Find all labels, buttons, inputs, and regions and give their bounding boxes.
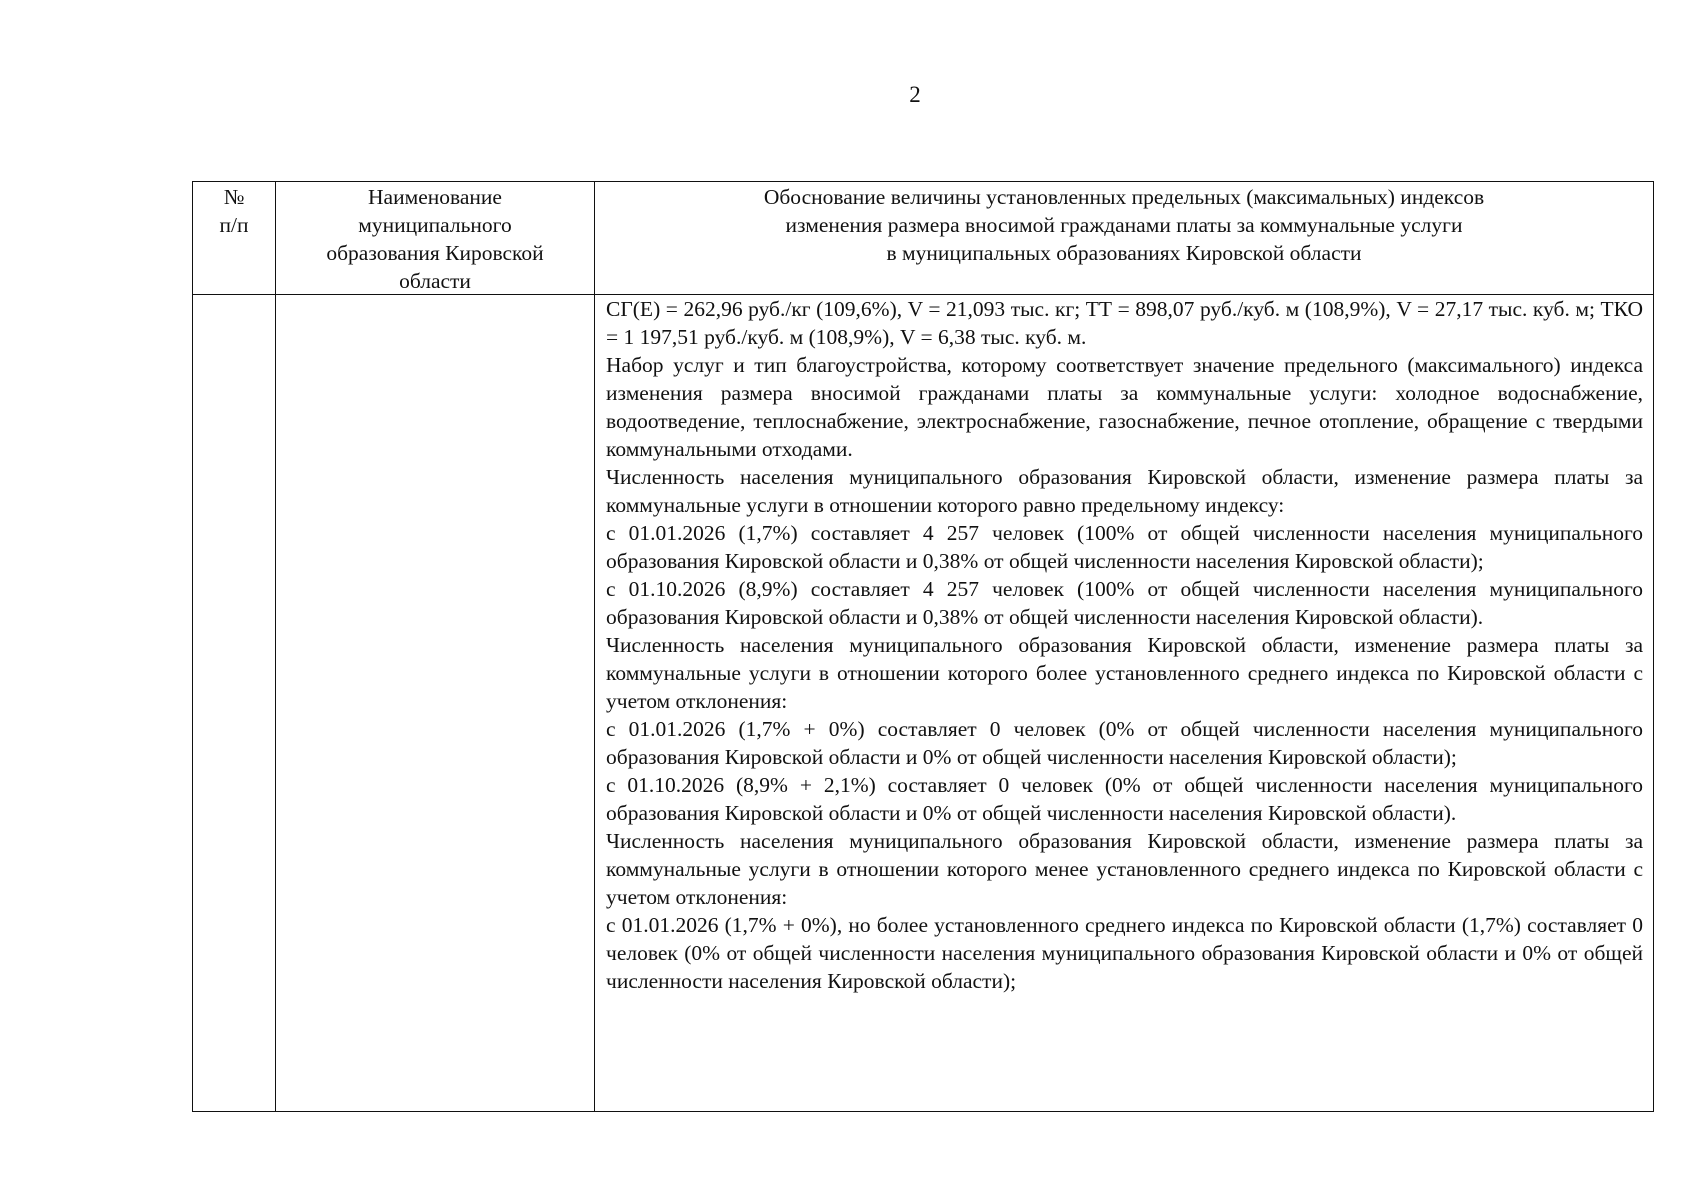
row-municipality-cell xyxy=(276,295,595,1112)
population-equal-heading: Численность населения муниципального образования Кировской области, изменение размера платы за коммунальные услуги в отношении которого равно предельному индексу: xyxy=(606,465,1643,517)
row-number-cell xyxy=(193,295,276,1112)
header-basis-line: в муниципальных образованиях Кировской области xyxy=(886,241,1362,265)
header-name-line: образования Кировской xyxy=(326,241,544,265)
header-basis-line: изменения размера вносимой гражданами платы за коммунальные услуги xyxy=(785,213,1463,237)
indices-table xyxy=(192,181,1654,1112)
header-name-line: Наименование xyxy=(368,185,502,209)
tariff-values-paragraph: СГ(Е) = 262,96 руб./кг (109,6%), V = 21,093 тыс. кг; ТТ = 898,07 руб./куб. м (108,9%), V = 27,17 тыс. куб. м; ТКО = 1 197,51 руб./куб. м (108,9%), V = 6,38 тыс. куб. м. xyxy=(606,297,1643,349)
population-equal-oct: с 01.10.2026 (8,9%) составляет 4 257 человек (100% от общей численности населения муниципального образования Кировской области и 0,38% от общей численности населения Кировской области). xyxy=(606,577,1643,629)
table-row xyxy=(193,295,1654,1112)
population-below-heading: Численность населения муниципального образования Кировской области, изменение размера платы за коммунальные услуги в отношении которого менее установленного среднего индекса по Кировской области с учетом отклонения: xyxy=(606,829,1643,909)
header-number xyxy=(193,182,276,295)
services-set-paragraph: Набор услуг и тип благоустройства, которому соответствует значение предельного (максимального) индекса изменения размера вносимой гражданами платы за коммунальные услуги: холодное водоснабжение, водоотведение, теплоснабжение, электроснабжение, газоснабжение, печное отопление, обращение с твердыми коммунальными отходами. xyxy=(606,353,1643,461)
header-name-line: муниципального xyxy=(358,213,512,237)
header-number-line: № xyxy=(223,185,245,209)
population-above-oct: с 01.10.2026 (8,9% + 2,1%) составляет 0 человек (0% от общей численности населения муниципального образования Кировской области и 0% от общей численности населения Кировской области). xyxy=(606,773,1643,825)
population-above-heading: Численность населения муниципального образования Кировской области, изменение размера платы за коммунальные услуги в отношении которого более установленного среднего индекса по Кировской области с учетом отклонения: xyxy=(606,633,1643,713)
page-number: 2 xyxy=(909,82,921,107)
population-above-jan: с 01.01.2026 (1,7% + 0%) составляет 0 человек (0% от общей численности населения муниципального образования Кировской области и 0% от общей численности населения Кировской области); xyxy=(606,717,1643,769)
header-name-line: области xyxy=(399,269,471,293)
header-basis xyxy=(595,182,1654,295)
population-below-jan: с 01.01.2026 (1,7% + 0%), но более установленного среднего индекса по Кировской области (1,7%) составляет 0 человек (0% от общей численности населения муниципального образования Кировской области и 0% от общей численности населения Кировской области); xyxy=(606,913,1643,993)
table-header-row xyxy=(193,182,1654,295)
header-number-line: п/п xyxy=(219,213,249,237)
header-municipality-name xyxy=(276,182,595,295)
population-equal-jan: с 01.01.2026 (1,7%) составляет 4 257 человек (100% от общей численности населения муниципального образования Кировской области и 0,38% от общей численности населения Кировской области); xyxy=(606,521,1643,573)
row-basis-cell xyxy=(595,295,1654,1112)
header-basis-line: Обоснование величины установленных предельных (максимальных) индексов xyxy=(763,185,1485,209)
